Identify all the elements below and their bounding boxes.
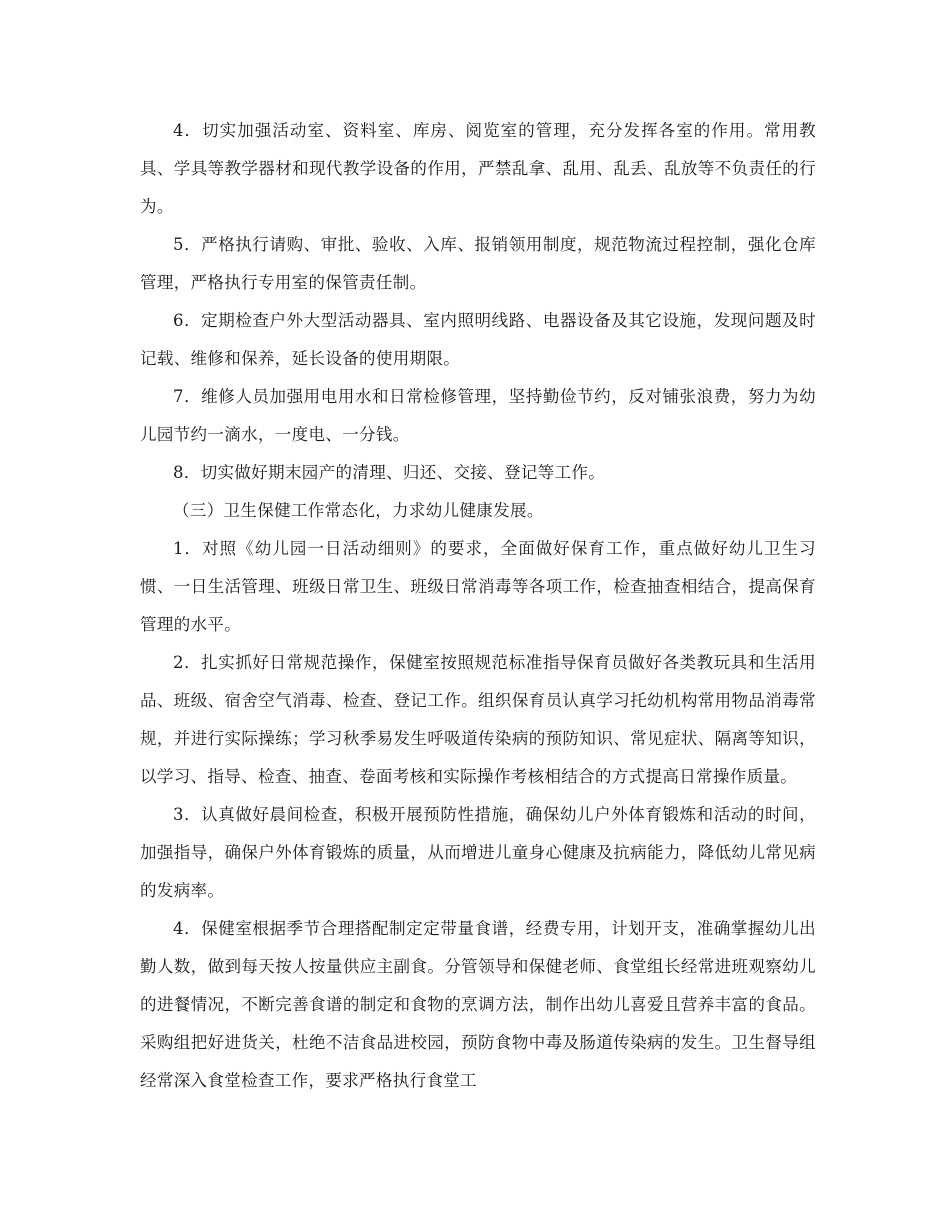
paragraph-item-8-term-end: 8．切实做好期末园产的清理、归还、交接、登记等工作。 xyxy=(173,463,606,482)
paragraph-item-1-childcare: 1．对照《幼儿园一日活动细则》的要求，全面做好保育工作，重点做好幼儿卫生习惯、一日生活管理、班级日常卫生、班级日常消毒等各项工作，检查抽查相结合，提高保育管理的水平。 xyxy=(140,539,816,634)
paragraph-item-2-disinfection: 2．扎实抓好日常规范操作，保健室按照规范标准指导保育员做好各类教玩具和生活用品、班级、宿舍空气消毒、检查、登记工作。组织保育员认真学习托幼机构常用物品消毒常规，并进行实际操练；学习秋季易发生呼吸道传染病的预防知识、常见症状、隔离等知识，以学习、指导、检查、抽查、卷面考核和实际操作考核相结合的方式提高日常操作质量。 xyxy=(140,653,816,786)
paragraph-item-3-morning-check: 3．认真做好晨间检查，积极开展预防性措施，确保幼儿户外体育锻炼和活动的时间，加强指导，确保户外体育锻炼的质量，从而增进儿童身心健康及抗病能力，降低幼儿常见病的发病率。 xyxy=(140,805,816,900)
paragraph-item-7-maintenance: 7．维修人员加强用电用水和日常检修管理，坚持勤俭节约，反对铺张浪费，努力为幼儿园节约一滴水，一度电、一分钱。 xyxy=(140,387,816,444)
paragraph-item-6-inspection: 6．定期检查户外大型活动器具、室内照明线路、电器设备及其它设施，发现问题及时记载、维修和保养，延长设备的使用期限。 xyxy=(140,311,816,368)
paragraph-item-5-procurement: 5．严格执行请购、审批、验收、入库、报销领用制度，规范物流过程控制，强化仓库管理，严格执行专用室的保管责任制。 xyxy=(140,235,816,292)
paragraph-item-4-nutrition: 4．保健室根据季节合理搭配制定定带量食谱，经费专用，计划开支，准确掌握幼儿出勤人数，做到每天按人按量供应主副食。分管领导和保健老师、食堂组长经常进班观察幼儿的进餐情况，不断完善食谱的制定和食物的烹调方法，制作出幼儿喜爱且营养丰富的食品。采购组把好进货关，杜绝不洁食品进校园，预防食物中毒及肠道传染病的发生。卫生督导组经常深入食堂检查工作，要求严格执行食堂工 xyxy=(140,919,816,1090)
document-body xyxy=(140,112,816,1100)
section-heading-health-care: （三）卫生保健工作常态化，力求幼儿健康发展。 xyxy=(173,501,544,520)
paragraph-item-4-management: 4．切实加强活动室、资料室、库房、阅览室的管理，充分发挥各室的作用。常用教具、学具等教学器材和现代教学设备的作用，严禁乱拿、乱用、乱丢、乱放等不负责任的行为。 xyxy=(140,121,816,216)
